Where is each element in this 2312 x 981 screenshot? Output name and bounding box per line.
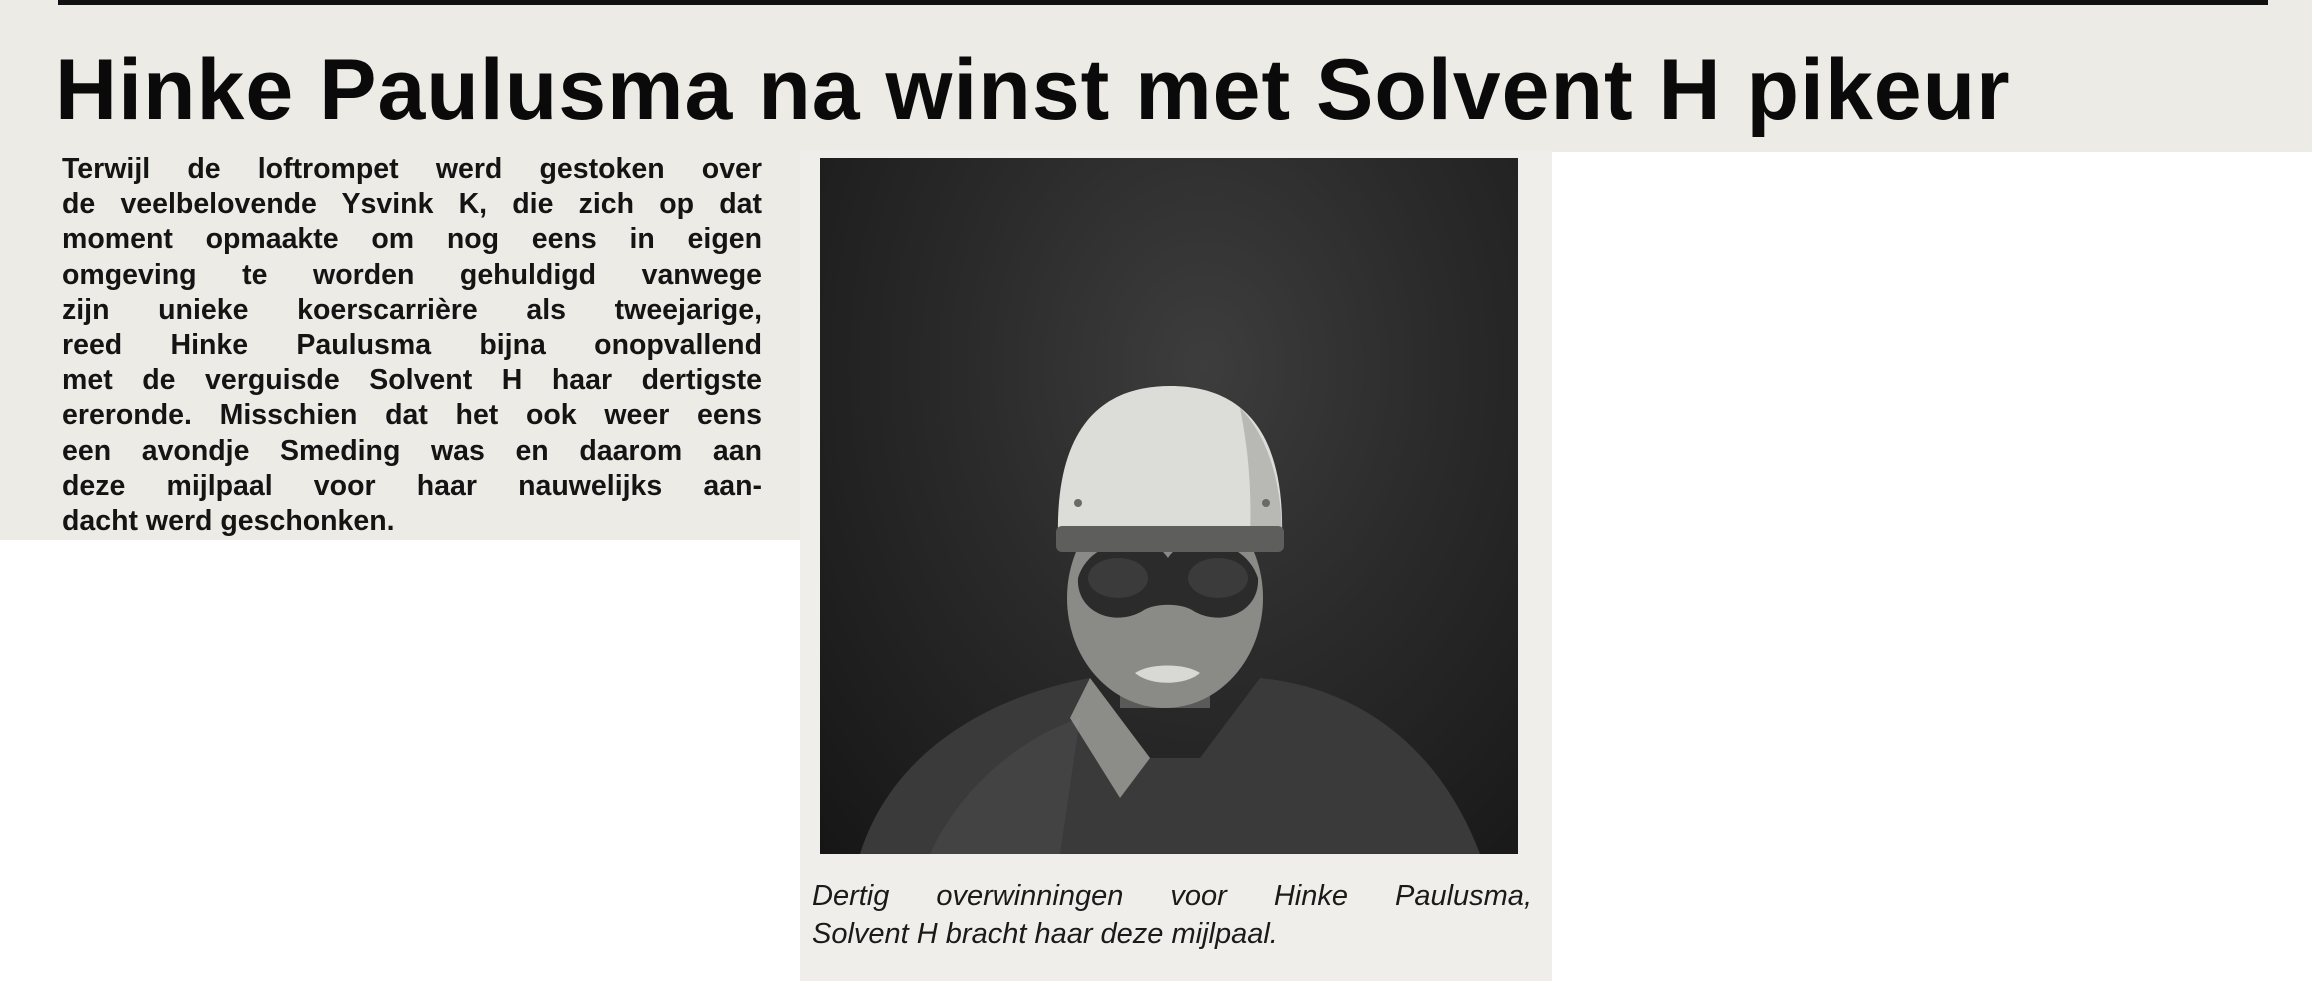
body-line: moment opmaakte om nog eens in eigen: [62, 223, 762, 256]
goggle-lens-left: [1088, 558, 1148, 598]
body-line: een avondje Smeding was en daarom aan: [62, 434, 762, 467]
body-line: omgeving te worden gehuldigd vanwege: [62, 258, 762, 291]
article-body: [62, 152, 762, 539]
headline: Hinke Paulusma na winst met Solvent H pikeur: [55, 42, 2011, 138]
body-line: met de verguisde Solvent H haar dertigste: [62, 364, 762, 397]
helmet-brim: [1056, 526, 1284, 552]
goggle-lens-right: [1188, 558, 1248, 598]
jockey-portrait-illustration: [820, 158, 1518, 854]
body-line: dacht werd geschonken.: [62, 505, 395, 538]
body-line: reed Hinke Paulusma bijna onopvallend: [62, 329, 762, 362]
jockey-photo: [820, 158, 1518, 854]
body-line: de veelbelovende Ysvink K, die zich op dat: [62, 188, 762, 221]
body-line: Terwijl de loftrompet werd gestoken over: [62, 153, 762, 185]
body-line: deze mijlpaal voor haar nauwelijks aan-: [62, 469, 762, 502]
photo-caption: [812, 877, 1532, 953]
caption-line: Solvent H bracht haar deze mijlpaal.: [812, 918, 1278, 950]
body-line: zijn unieke koerscarrière als tweejarige,: [62, 293, 762, 326]
helmet-rivet-right: [1262, 499, 1270, 507]
caption-line: Dertig overwinningen voor Hinke Paulusma,: [812, 880, 1532, 912]
top-rule: [58, 0, 2268, 5]
body-line: ereronde. Misschien dat het ook weer eens: [62, 399, 762, 432]
helmet-rivet-left: [1074, 499, 1082, 507]
